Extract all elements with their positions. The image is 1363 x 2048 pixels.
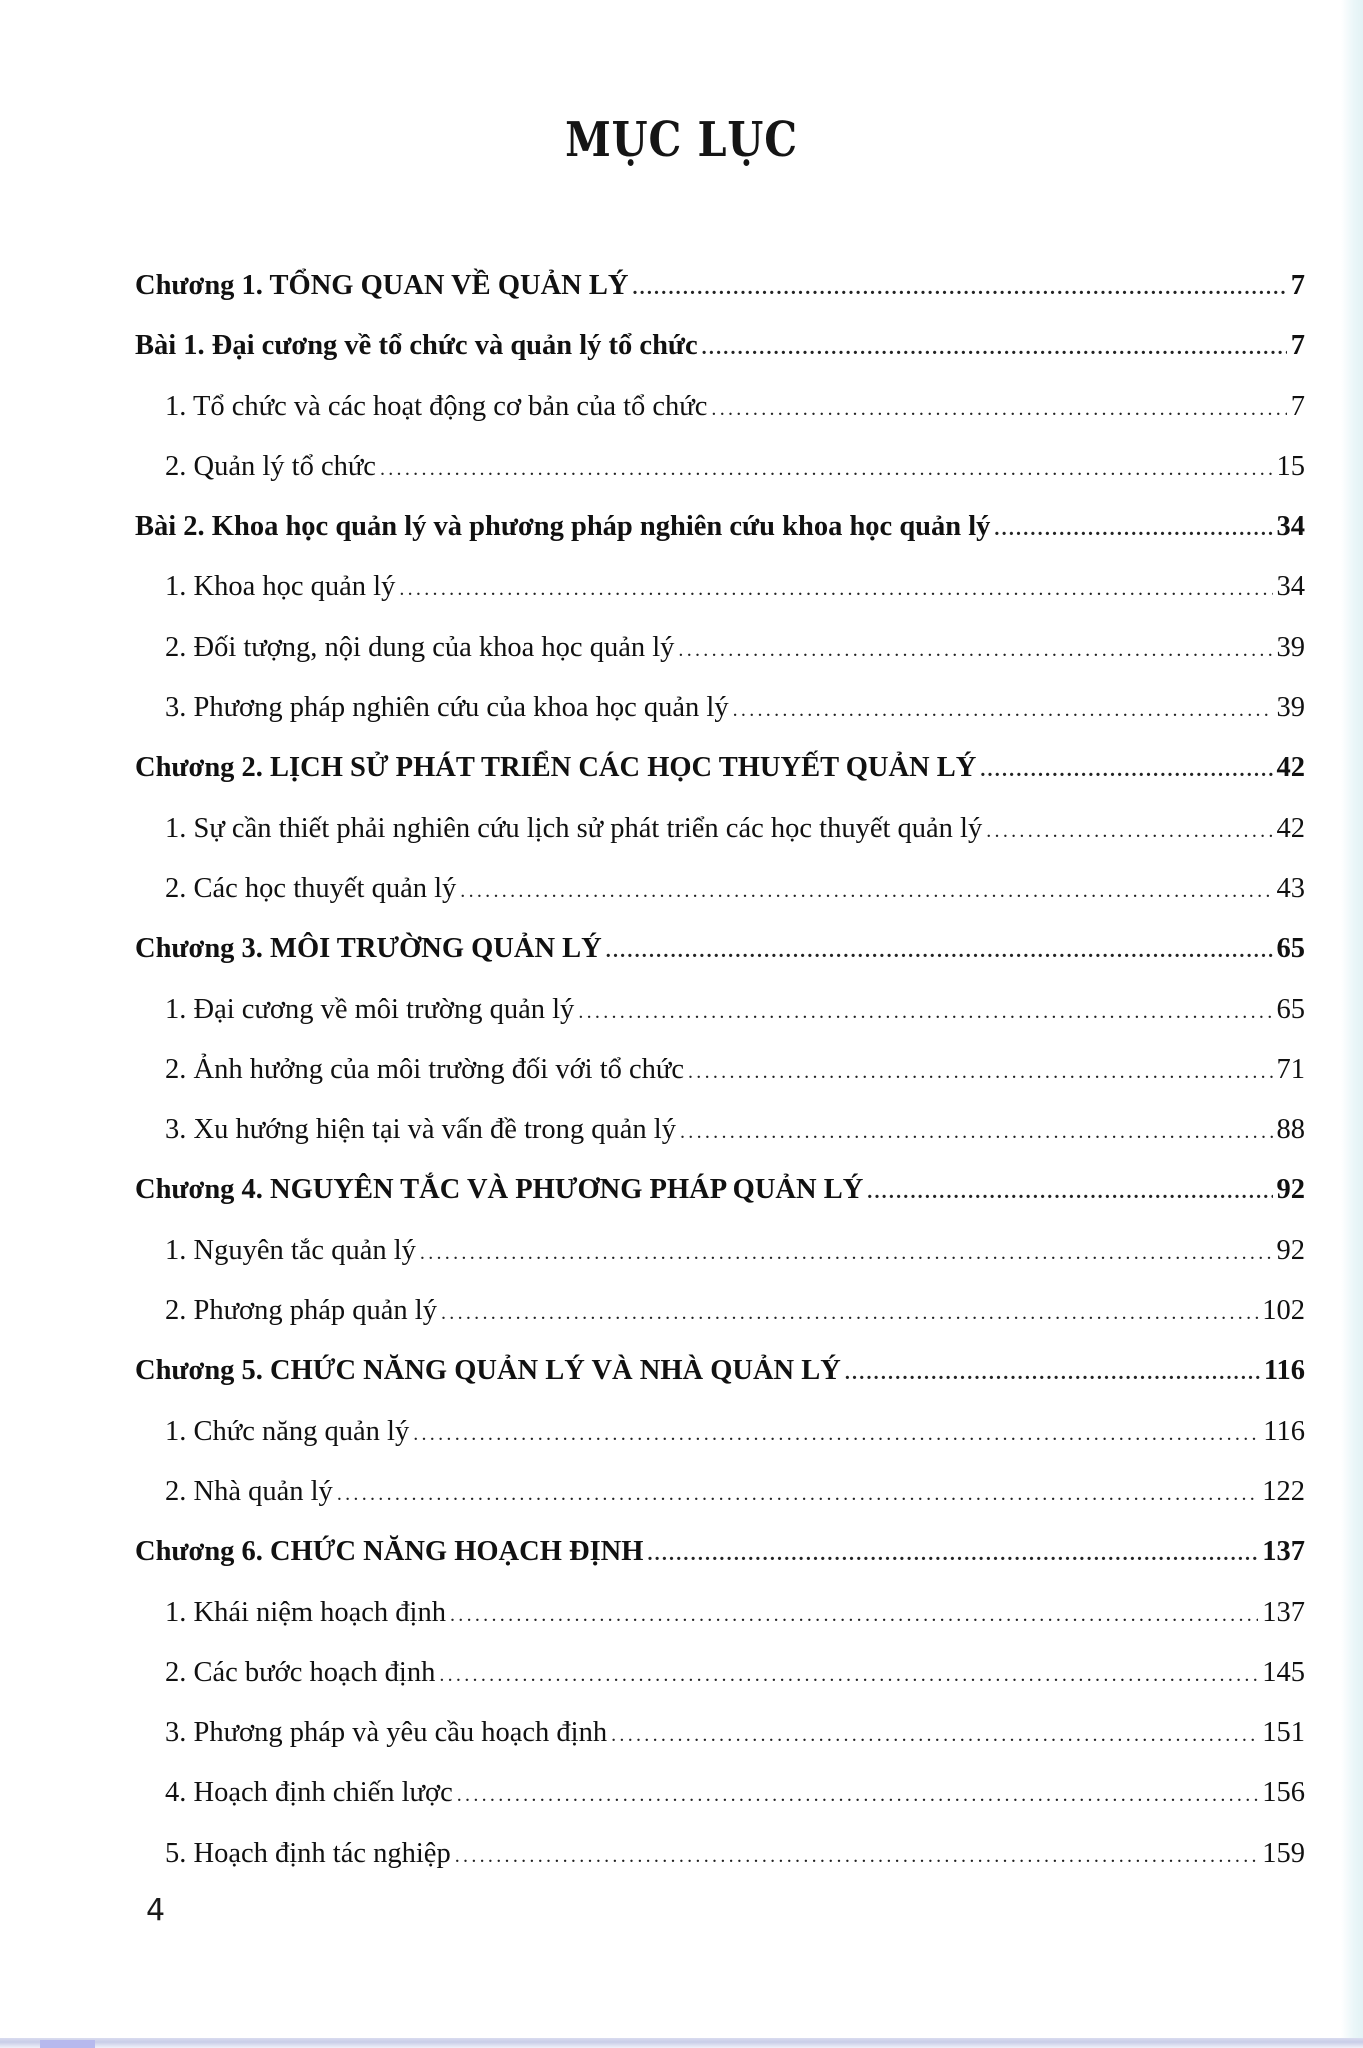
dot-leader [711,389,1286,429]
toc-entry-item [135,1713,1305,1773]
dot-leader [980,750,1272,790]
toc-entry-label: Bài 2. Khoa học quản lý và phương pháp nghiên cứu khoa học quản lý [135,511,991,543]
toc-entry-chapter [135,929,1305,989]
toc-entry-item [135,567,1305,627]
toc-entry-item [135,1291,1305,1351]
toc-entry-label: 1. Chức năng quản lý [165,1415,410,1447]
toc-entry-page: 71 [1276,1053,1305,1085]
toc-entry-label: 2. Phương pháp quản lý [165,1295,437,1327]
edge-accent [40,2040,95,2048]
toc-entry-page: 137 [1262,1596,1305,1628]
toc-entry-item [135,628,1305,688]
dot-leader [632,268,1286,308]
toc-entry-page: 151 [1262,1717,1305,1749]
toc-entry-label: 5. Hoạch định tác nghiệp [165,1837,451,1869]
toc-entry-item [135,1231,1305,1291]
toc-entry-label: Chương 3. MÔI TRƯỜNG QUẢN LÝ [135,933,602,965]
toc-entry-page: 65 [1276,993,1305,1025]
toc-entry-page: 116 [1263,1415,1305,1447]
toc-entry-item [135,1412,1305,1472]
toc-entry-page: 39 [1276,692,1305,724]
toc-entry-page: 145 [1262,1656,1305,1688]
dot-leader [678,630,1272,670]
toc-entry-label: Chương 6. CHỨC NĂNG HOẠCH ĐỊNH [135,1536,644,1568]
toc-entry-page: 156 [1262,1777,1305,1809]
dot-leader [845,1353,1260,1393]
toc-entry-page: 7 [1290,390,1305,422]
dot-leader [986,811,1272,851]
toc-entry-label: 3. Phương pháp và yêu cầu hoạch định [165,1717,608,1749]
dot-leader [455,1836,1259,1876]
toc-entry-page: 34 [1276,511,1305,543]
toc-entry-label: 2. Các học thuyết quản lý [165,872,457,904]
dot-leader [994,509,1272,549]
toc-entry-label: 2. Các bước hoạch định [165,1656,436,1688]
toc-entry-chapter [135,266,1305,326]
toc-entry-chapter [135,1351,1305,1411]
toc-entry-page: 122 [1262,1475,1305,1507]
table-of-contents [135,266,1305,1894]
toc-entry-label: Chương 1. TỔNG QUAN VỀ QUẢN LÝ [135,270,629,301]
dot-leader [439,1655,1258,1695]
toc-entry-page: 102 [1262,1295,1305,1327]
dot-leader [420,1233,1273,1273]
dot-leader [647,1534,1258,1574]
dot-leader [380,449,1273,489]
toc-entry-page: 43 [1276,872,1305,904]
dot-leader [457,1775,1259,1815]
toc-entry-label: 1. Nguyên tắc quản lý [165,1234,416,1266]
toc-entry-label: 2. Đối tượng, nội dung của khoa học quản lý [165,631,675,663]
toc-entry-label: Chương 2. LỊCH SỬ PHÁT TRIỂN CÁC HỌC THUYẾT QUẢN LÝ [135,752,977,784]
toc-entry-label: 2. Ảnh hưởng của môi trường đối với tổ chức [165,1053,684,1085]
toc-entry-item [135,1110,1305,1170]
toc-entry-item [135,1593,1305,1653]
toc-entry-label: 4. Hoạch định chiến lược [165,1777,453,1809]
toc-entry-page: 137 [1262,1536,1305,1568]
dot-leader [450,1595,1258,1635]
toc-entry-label: Chương 5. CHỨC NĂNG QUẢN LÝ VÀ NHÀ QUẢN LÝ [135,1355,841,1387]
toc-entry-item [135,1773,1305,1833]
toc-entry-item [135,1834,1305,1894]
toc-entry-page: 42 [1276,812,1305,844]
toc-entry-item [135,447,1305,507]
toc-entry-page: 39 [1276,631,1305,663]
toc-entry-item [135,1472,1305,1532]
toc-entry-item [135,809,1305,869]
toc-entry-item [135,1050,1305,1110]
page-number: 4 [146,1893,166,1928]
dot-leader [606,931,1273,971]
dot-leader [867,1172,1272,1212]
toc-entry-item [135,688,1305,748]
dot-leader [337,1474,1258,1514]
dot-leader [702,328,1287,368]
toc-entry-label: 2. Nhà quản lý [165,1475,333,1507]
dot-leader [441,1293,1258,1333]
toc-entry-chapter [135,748,1305,808]
toc-entry-label: 1. Khái niệm hoạch định [165,1596,446,1628]
dot-leader [578,992,1272,1032]
toc-entry-page: 65 [1276,933,1305,965]
toc-entry-label: 1. Tổ chức và các hoạt động cơ bản của tổ chức [165,390,708,422]
dot-leader [688,1052,1273,1092]
toc-entry-item [135,387,1305,447]
toc-entry-label: 3. Phương pháp nghiên cứu của khoa học quản lý [165,692,729,724]
toc-entry-page: 15 [1276,450,1305,482]
page-title: MỤC LỤC [565,112,798,168]
toc-entry-page: 159 [1262,1837,1305,1869]
toc-entry-page: 92 [1276,1234,1305,1266]
dot-leader [399,569,1272,609]
toc-entry-label: 3. Xu hướng hiện tại và vấn đề trong quản lý [165,1114,676,1146]
toc-entry-page: 42 [1276,752,1305,784]
toc-entry-label: 1. Sự cần thiết phải nghiên cứu lịch sử phát triển các học thuyết quản lý [165,812,983,844]
toc-entry-chapter [135,1170,1305,1230]
toc-entry-lesson [135,507,1305,567]
toc-entry-page: 34 [1276,571,1305,603]
dot-leader [413,1414,1259,1454]
toc-entry-page: 7 [1290,270,1305,301]
toc-entry-page: 88 [1276,1114,1305,1146]
toc-entry-page: 116 [1263,1355,1305,1387]
toc-entry-page: 92 [1276,1174,1305,1206]
toc-entry-item [135,1653,1305,1713]
toc-entry-label: Bài 1. Đại cương về tổ chức và quản lý tổ chức [135,330,698,362]
toc-entry-label: 1. Đại cương về môi trường quản lý [165,993,575,1025]
toc-entry-chapter [135,1532,1305,1592]
toc-entry-label: 1. Khoa học quản lý [165,571,396,603]
toc-entry-page: 7 [1290,330,1305,362]
toc-entry-lesson [135,326,1305,386]
dot-leader [611,1715,1258,1755]
page-bottom-edge [0,2038,1363,2048]
page-edge-shadow [1341,0,1363,2048]
toc-entry-item [135,990,1305,1050]
toc-entry-label: Chương 4. NGUYÊN TẮC VÀ PHƯƠNG PHÁP QUẢN LÝ [135,1174,864,1206]
toc-entry-label: 2. Quản lý tổ chức [165,450,376,482]
dot-leader [680,1112,1273,1152]
dot-leader [460,871,1272,911]
dot-leader [733,690,1273,730]
toc-entry-item [135,869,1305,929]
